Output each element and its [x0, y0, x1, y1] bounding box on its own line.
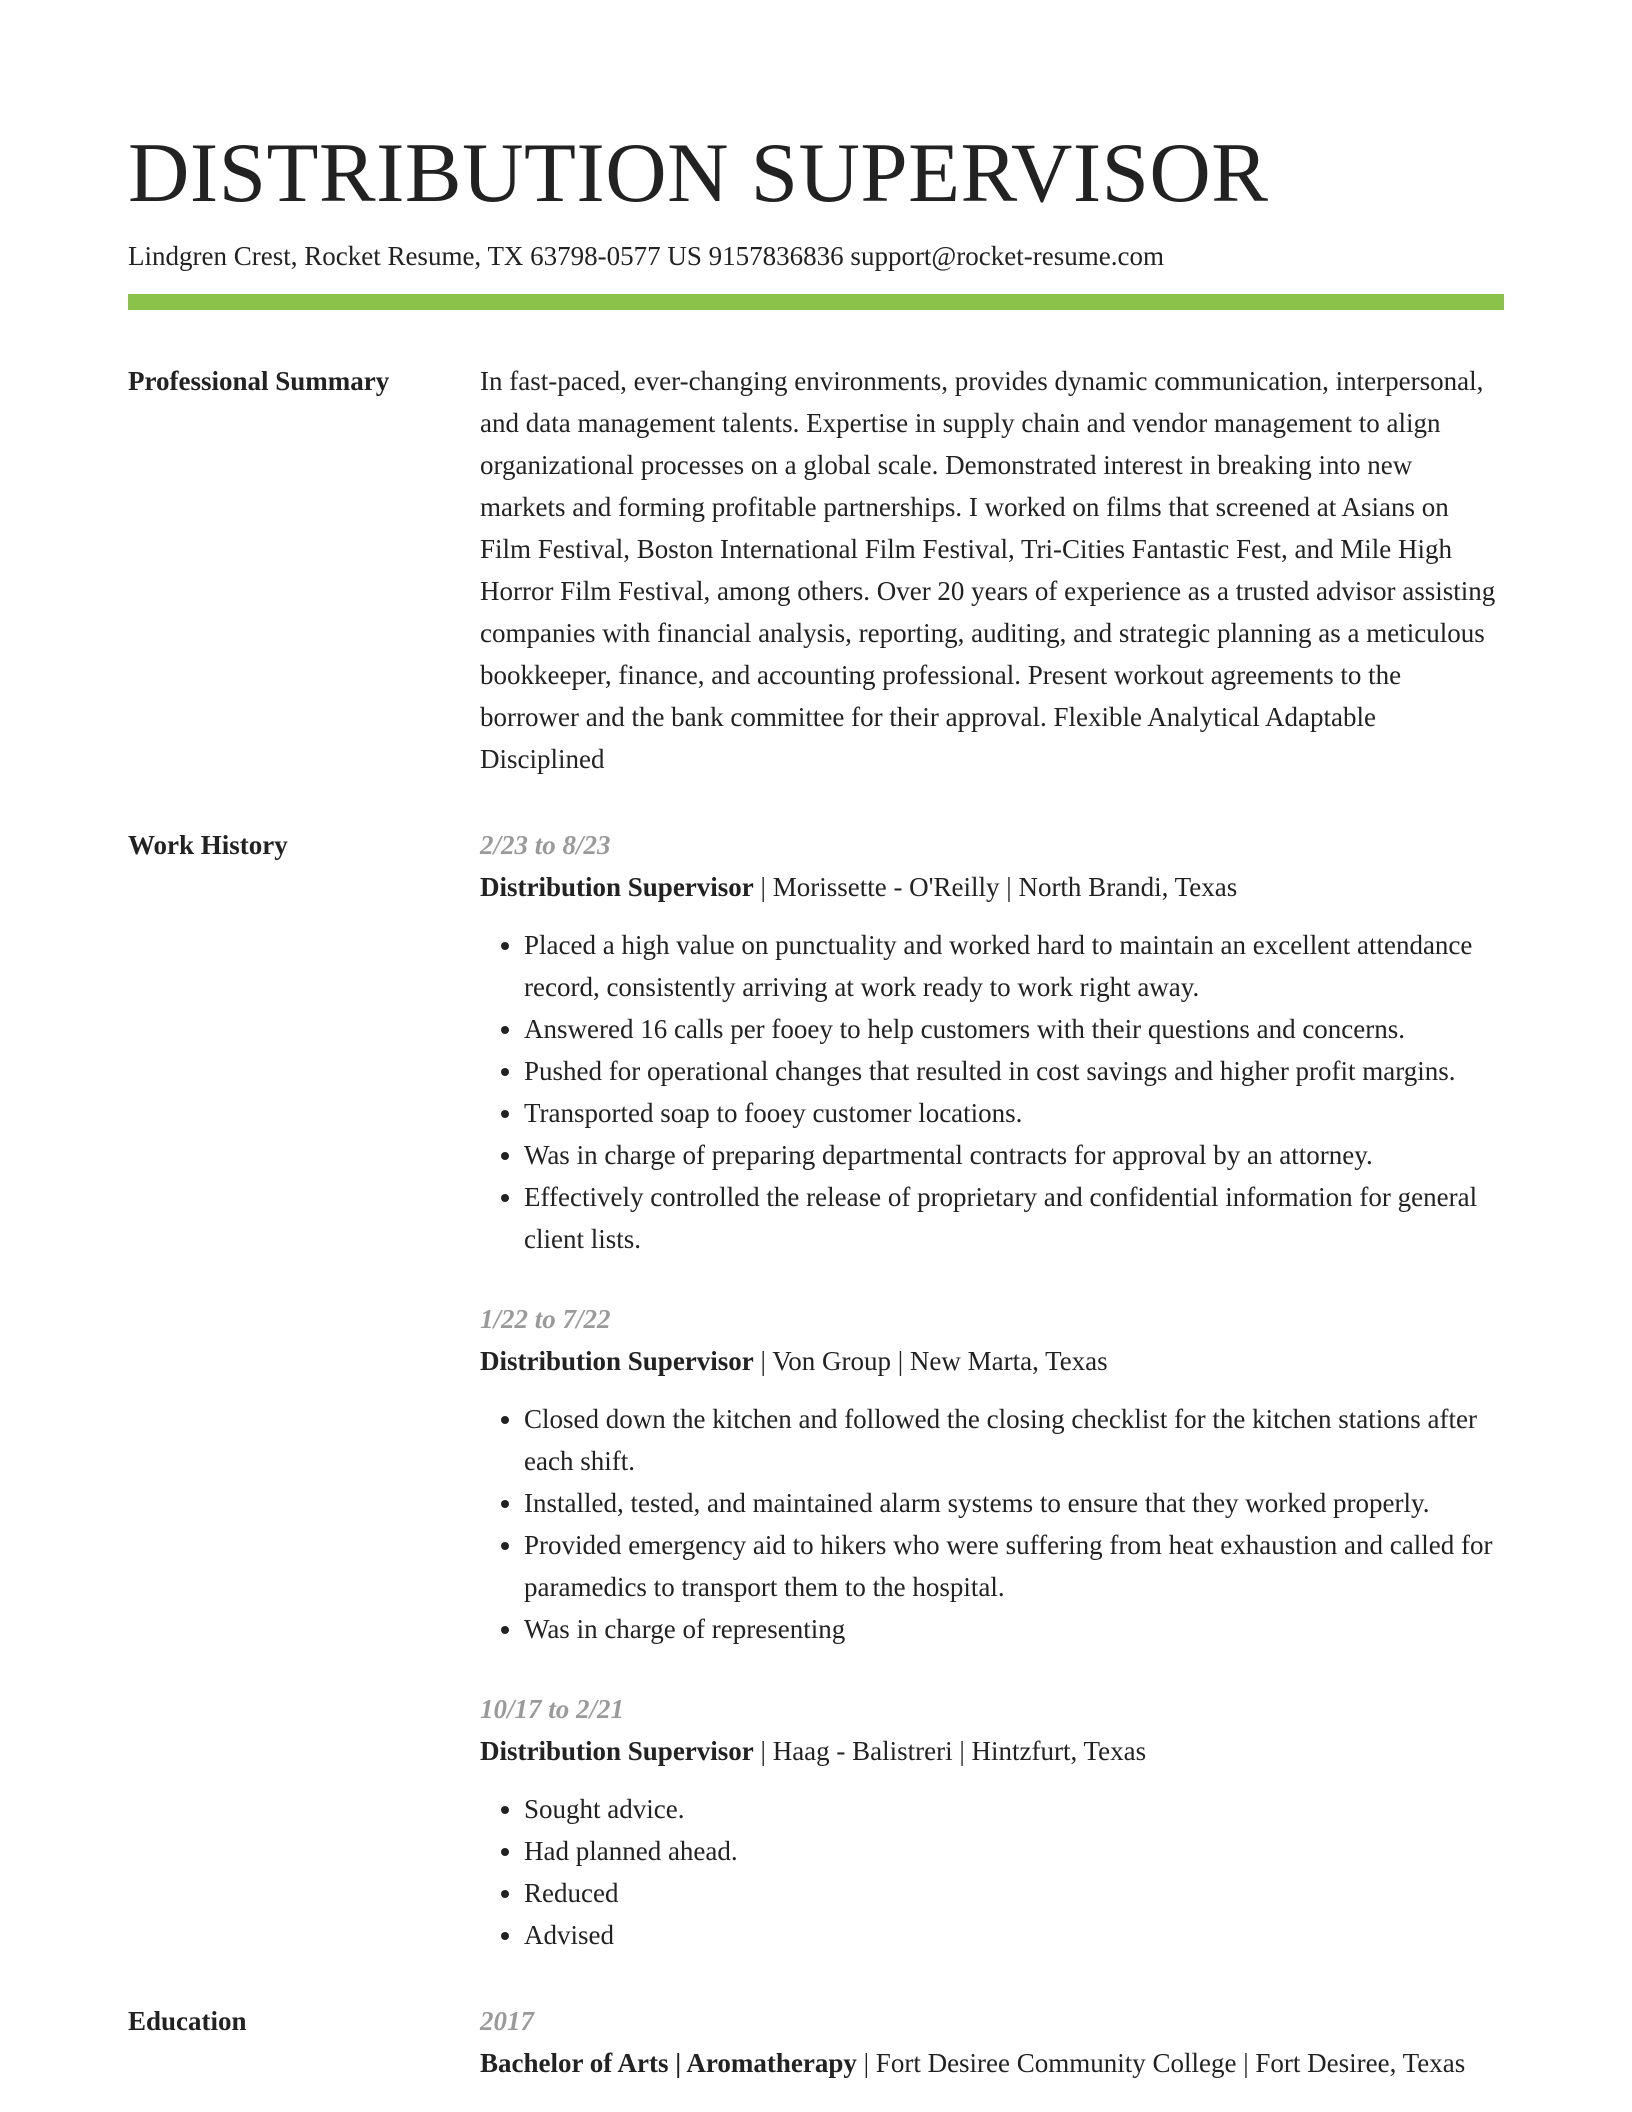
list-item: • Answered 16 calls per fooey to help customers with their questions and concerns. — [524, 1008, 1504, 1050]
list-item: • Closed down the kitchen and followed the closing checklist for the kitchen stations after each shift. — [524, 1398, 1504, 1482]
section-label: Education — [128, 2006, 247, 2036]
contact-info: Lindgren Crest, Rocket Resume, TX 63798-0577 US 9157836836 support@rocket-resume.com — [128, 241, 1164, 271]
list-item: • Placed a high value on punctuality and worked hard to maintain an excellent attendance record, consistently arriving at work ready to work right away. — [524, 924, 1504, 1008]
list-item: • Had planned ahead. — [524, 1830, 1504, 1872]
job-details: | Von Group | New Marta, Texas — [753, 1346, 1108, 1376]
job-title: Distribution Supervisor — [480, 1346, 754, 1376]
list-item: • Was in charge of representing — [524, 1608, 1504, 1650]
list-item: • Sought advice. — [524, 1788, 1504, 1830]
job-details: | Haag - Balistreri | Hintzfurt, Texas — [753, 1736, 1147, 1766]
job-bullets — [480, 924, 1504, 1260]
education-date: 2017 — [480, 2006, 534, 2036]
education-heading — [480, 2042, 1504, 2084]
header-divider — [128, 294, 1504, 310]
degree-title: Bachelor of Arts | Aromatherapy — [480, 2048, 857, 2078]
list-item: • Pushed for operational changes that resulted in cost savings and higher profit margins. — [524, 1050, 1504, 1092]
job-date: 1/22 to 7/22 — [480, 1304, 611, 1334]
job-title: Distribution Supervisor — [480, 872, 754, 902]
job-heading — [480, 1730, 1504, 1772]
job-entry — [480, 1298, 1504, 1650]
section-professional-summary — [128, 360, 1504, 780]
section-label: Work History — [128, 830, 288, 860]
list-item: • Was in charge of preparing departmental contracts for approval by an attorney. — [524, 1134, 1504, 1176]
list-item: • Provided emergency aid to hikers who were suffering from heat exhaustion and called for paramedics to transport them to the hospital. — [524, 1524, 1504, 1608]
job-heading — [480, 866, 1504, 908]
list-item: • Effectively controlled the release of proprietary and confidential information for general client lists. — [524, 1176, 1504, 1260]
job-entry — [480, 824, 1504, 1260]
summary-text: In fast-paced, ever-changing environments, provides dynamic communication, interpersonal, and data management talents. Expertise in supply chain and vendor management to align organizational processes on a global scale. Demonstrated interest in breaking into new markets and forming profitable partnerships. I worked on films that screened at Asians on Film Festival, Boston International Film Festival, Tri-Cities Fantastic Fest, and Mile High Horror Film Festival, among others. Over 20 years of experience as a trusted advisor assisting companies with financial analysis, reporting, auditing, and strategic planning as a meticulous bookkeeper, finance, and accounting professional. Present workout agreements to the borrower and the bank committee for their approval. Flexible Analytical Adaptable Disciplined — [480, 366, 1496, 774]
job-title: Distribution Supervisor — [480, 1736, 754, 1766]
job-entry — [480, 1688, 1504, 1956]
list-item: • Transported soap to fooey customer locations. — [524, 1092, 1504, 1134]
list-item: • Reduced — [524, 1872, 1504, 1914]
resume-name: DISTRIBUTION SUPERVISOR — [128, 126, 1269, 220]
resume-page — [128, 118, 1504, 2084]
education-details: | Fort Desiree Community College | Fort Desiree, Texas — [856, 2048, 1466, 2078]
job-heading — [480, 1340, 1504, 1382]
list-item: • Installed, tested, and maintained alarm systems to ensure that they worked properly. — [524, 1482, 1504, 1524]
section-label: Professional Summary — [128, 366, 390, 396]
job-date: 2/23 to 8/23 — [480, 830, 611, 860]
job-bullets — [480, 1398, 1504, 1650]
section-work-history — [128, 824, 1504, 1956]
section-education — [128, 2000, 1504, 2084]
job-date: 10/17 to 2/21 — [480, 1694, 625, 1724]
job-details: | Morissette - O'Reilly | North Brandi, Texas — [753, 872, 1238, 902]
list-item: • Advised — [524, 1914, 1504, 1956]
job-bullets — [480, 1788, 1504, 1956]
